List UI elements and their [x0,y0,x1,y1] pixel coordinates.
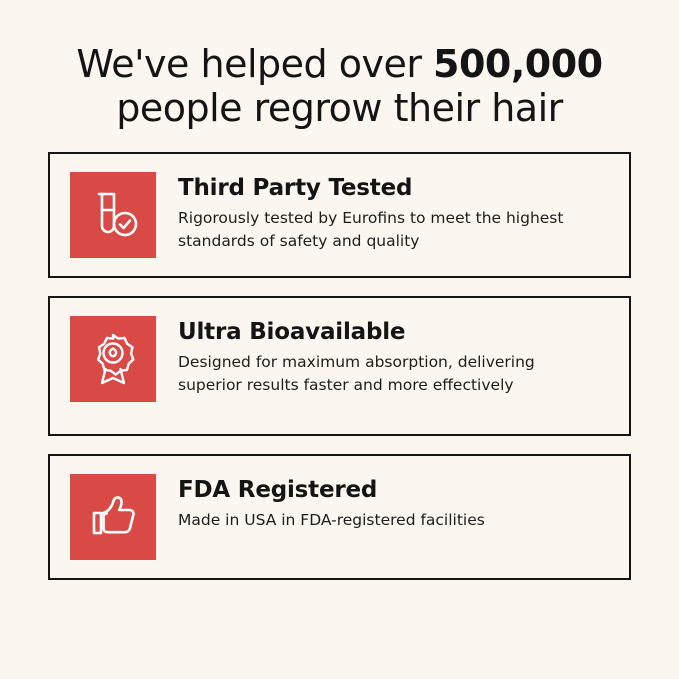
feature-card-body [178,316,609,396]
thumbs-up-icon [70,474,156,560]
headline-prefix: We've helped over [76,42,434,86]
feature-card-body [178,474,609,532]
test-tube-check-icon [70,172,156,258]
feature-card-description: Designed for maximum absorption, delivering superior results faster and more effectively [178,353,535,394]
feature-card-ultra-bioavailable [48,296,631,436]
feature-card-body [178,172,609,252]
feature-card-third-party-tested [48,152,631,278]
feature-card-fda-registered [48,454,631,580]
headline-highlight: 500,000 [433,42,603,86]
feature-card-description: Made in USA in FDA-registered facilities [178,511,485,530]
feature-card-list [0,130,679,580]
feature-card-title: Third Party Tested [178,175,413,202]
page-title [0,0,679,130]
quality-seal-badge-icon [70,316,156,402]
feature-card-title: Ultra Bioavailable [178,319,406,346]
headline-line-1 [48,42,631,86]
feature-card-description: Rigorously tested by Eurofins to meet the highest standards of safety and quality [178,209,564,250]
feature-card-title: FDA Registered [178,477,378,504]
headline-line-2: people regrow their hair [116,86,563,131]
